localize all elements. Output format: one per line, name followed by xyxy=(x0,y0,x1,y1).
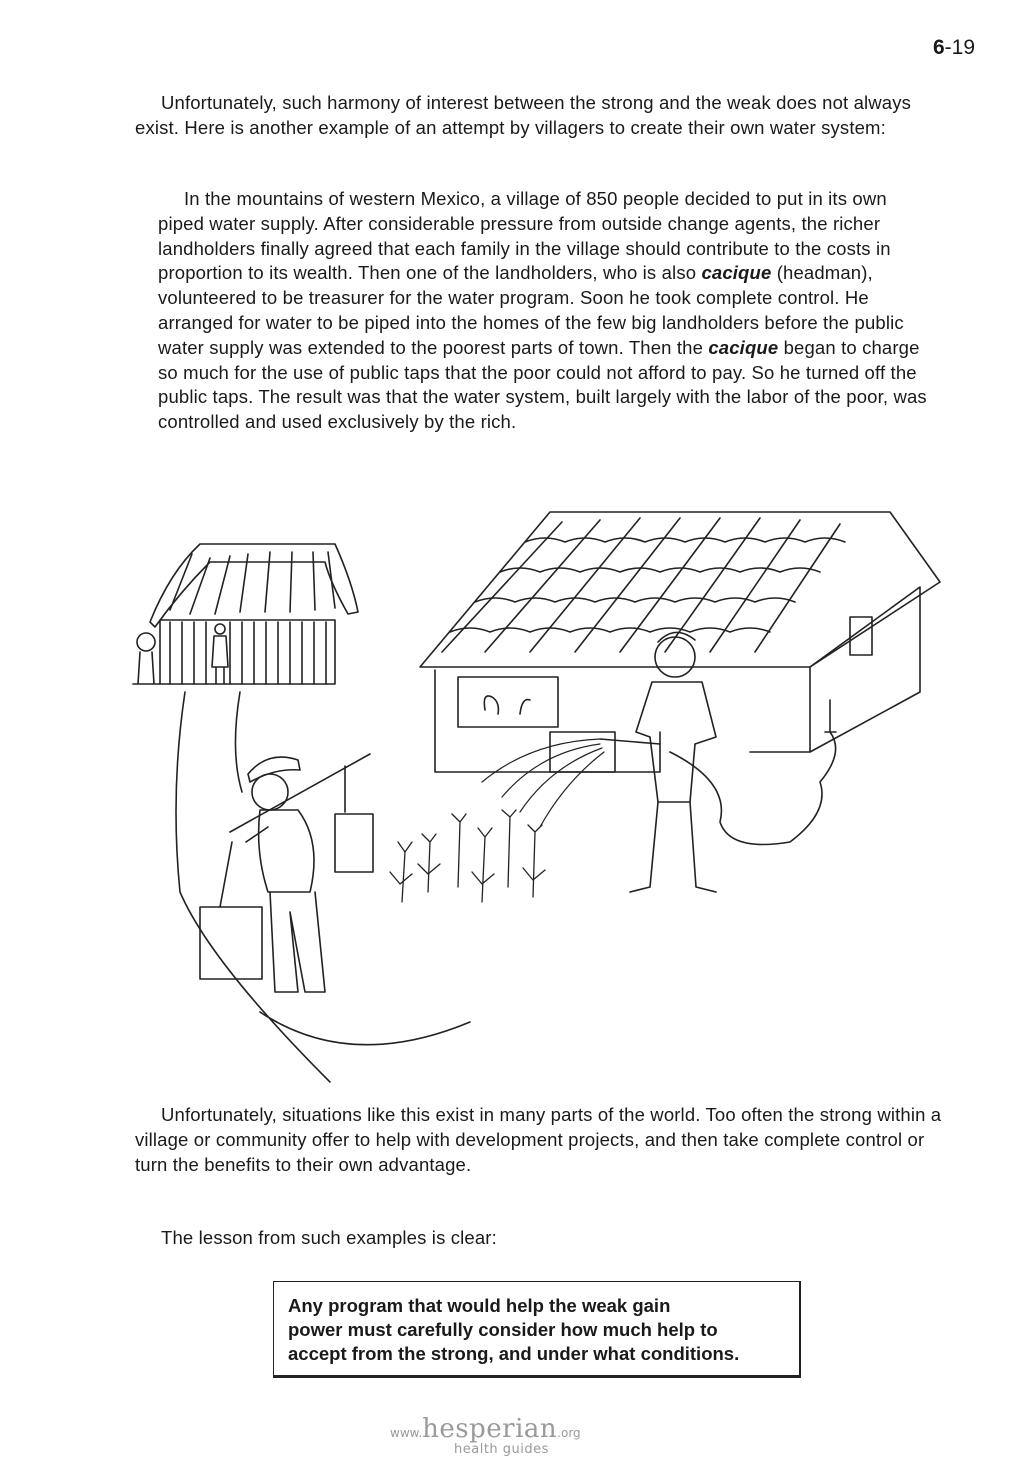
cacique-term: cacique xyxy=(701,262,772,284)
rich-house xyxy=(420,512,940,772)
lesson-callout-box xyxy=(273,1281,801,1378)
poor-man-carrying-water xyxy=(200,754,373,992)
dirt-path xyxy=(176,692,470,1082)
story-paragraph: In the mountains of western Mexico, a village of 850 people decided to put in its own piped water supply. After considerable pressure from outside change agents, the richer landholders finally agreed that each family in the village should contribute to the costs in proportion to its wealth. Then one of the landholders, who is also cacique (headman), volunteered to be treasurer for the water program. Soon he took complete control. He arranged for water to be piped into the homes of the few big landholders before the public water supply was extended to the poorest parts of town. Then the cacique began to charge so much for the use of public taps that the poor could not afford to pay. So he turned off the public taps. The result was that the water system, built largely with the labor of the poor, was controlled and used exclusively by the rich. xyxy=(158,188,927,433)
callout-line: accept from the strong, and under what conditions. xyxy=(288,1343,740,1364)
lesson-intro: The lesson from such examples is clear: xyxy=(161,1227,497,1248)
hesperian-footer-logo: www.hesperian.org health guides xyxy=(390,1414,581,1457)
intro-paragraph: Unfortunately, such harmony of interest between the strong and the weak does not always exist. Here is another example of an attempt by villagers to create their own water system: xyxy=(135,92,912,138)
village-water-illustration xyxy=(130,492,960,1092)
water-spray xyxy=(482,739,604,827)
conclusion-paragraph: Unfortunately, situations like this exist in many parts of the world. Too often the strong within a village or community offer to help with development projects, and then take complete control or turn the benefits to their own advantage. xyxy=(135,1104,942,1175)
flower-bed xyxy=(390,810,545,902)
page-number: 6-19 xyxy=(932,36,975,59)
cacique-term: cacique xyxy=(708,336,779,358)
rich-man-with-hose xyxy=(600,632,836,892)
callout-line: power must carefully consider how much help to xyxy=(288,1319,718,1340)
poor-hut xyxy=(133,544,358,684)
callout-line: Any program that would help the weak gain xyxy=(288,1295,671,1316)
